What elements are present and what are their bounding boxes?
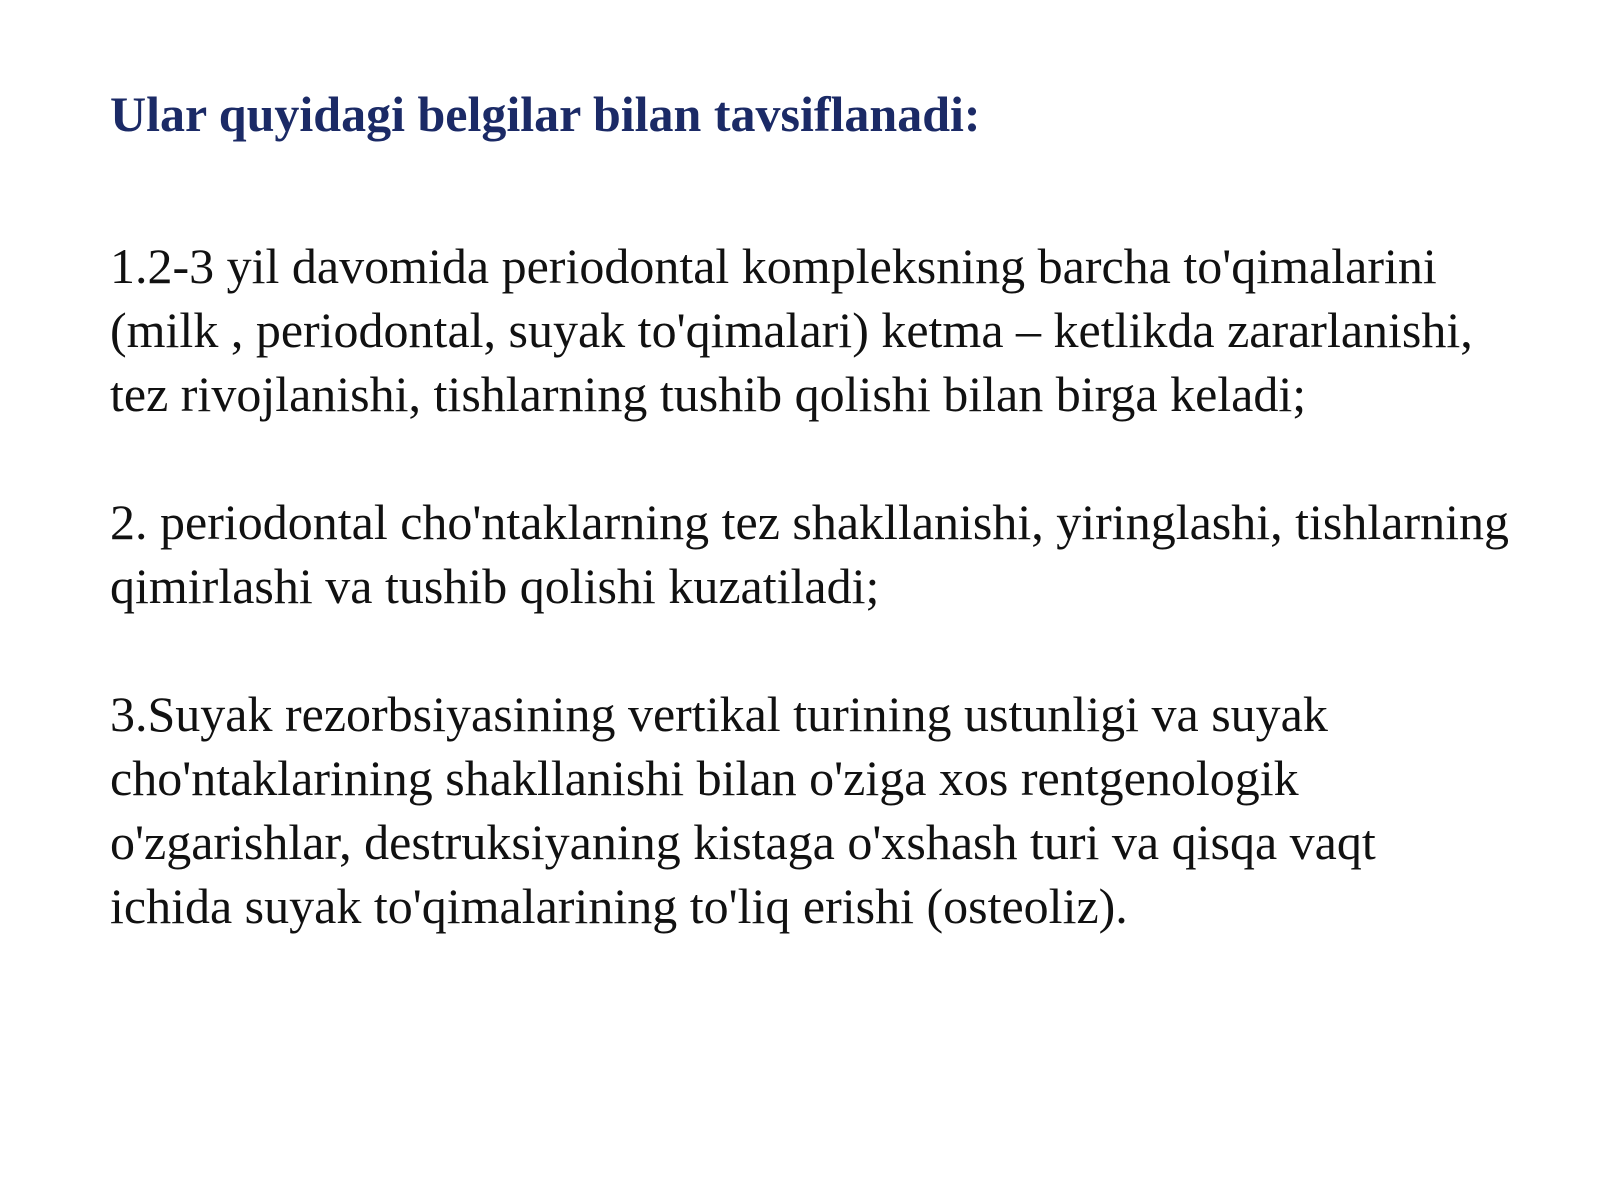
list-item-3: 3.Suyak rezorbsiyasining vertikal turining ustunligi va suyak cho'ntaklarining shakllanishi bilan o'ziga xos rentgenologik o'zgarishlar, destruksiyaning kistaga o'xshash turi va qisqa vaqt ichida suyak to'qimalarining to'liq erishi (osteoliz).: [110, 686, 1376, 934]
spacer: [110, 618, 1510, 682]
list-item-2: 2. periodontal cho'ntaklarning tez shakllanishi, yiringlashi, tishlarning qimirlashi va tushib qolishi kuzatiladi;: [110, 494, 1509, 614]
slide-content: [110, 84, 1510, 938]
spacer: [110, 144, 1510, 234]
slide-heading: Ular quyidagi belgilar bilan tavsiflanadi:: [110, 86, 981, 142]
list-item-1: 1.2-3 yil davomida periodontal kompleksning barcha to'qimalarini (milk , periodontal, suyak to'qimalari) ketma – ketlikda zararlanishi, tez rivojlanishi, tishlarning tushib qolishi bilan birga keladi;: [110, 238, 1473, 422]
spacer: [110, 426, 1510, 490]
